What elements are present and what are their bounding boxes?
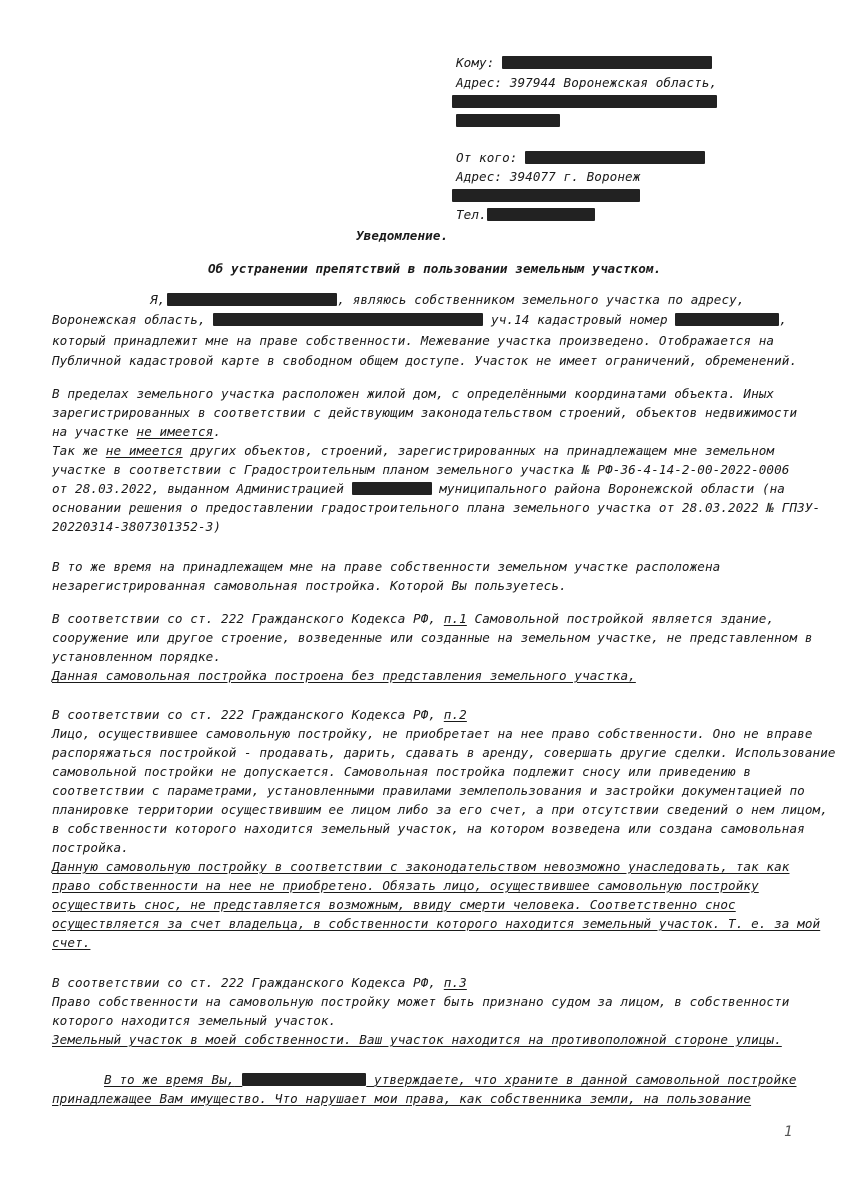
paragraph-line: В пределах земельного участка расположен жилой дом, с определёнными координатами объекта. Иных [52,386,775,401]
paragraph-line: принадлежащее Вам имущество. Что нарушает мои права, как собственника земли, на пользование [52,1091,752,1106]
paragraph-line: Лицо, осуществившее самовольную постройку, не приобретает на нее право собственности. Оно не вправе [52,726,813,741]
page-number: 1 [784,1124,793,1140]
paragraph-line: от 28.03.2022, выданном Администрацией муниципального района Воронежской области (на [52,481,785,496]
redacted-line [452,93,717,111]
redaction [213,313,483,326]
paragraph-line: установленном порядке. [52,649,222,664]
paragraph-line: Земельный участок в моей собственности. Ваш участок находится на противоположной стороне улицы. [52,1032,782,1047]
redaction [242,1073,366,1086]
paragraph-line: в собственности которого находится земельный участок, на котором возведена или создана самовольная [52,821,805,836]
paragraph-line: Воронежская область, уч.14 кадастровый номер , [52,312,788,327]
paragraph-line: которого находится земельный участок. [52,1013,337,1028]
paragraph-line: Так же не имеется других объектов, строений, зарегистрированных на принадлежащем мне земельном [52,443,775,458]
paragraph-line: В соответствии со ст. 222 Гражданского Кодекса РФ, п.2 [52,707,467,722]
paragraph-line: планировке территории осуществившим ее лицом либо за его счет, а при отсутствии сведений о нем лицом, [52,802,828,817]
redaction [502,56,712,69]
paragraph-line: незарегистрированная самовольная постройка. Которой Вы пользуетесь. [52,578,567,593]
paragraph-line: Я, , являюсь собственником земельного участка по адресу, [150,292,745,307]
document-title: Уведомление. [356,228,449,243]
paragraph-line: 20220314-3807301352-3) [52,519,222,534]
paragraph-line: зарегистрированных в соответствии с действующим законодательством строений, объектов недвижимости [52,405,798,420]
paragraph-line: соответствии с параметрами, установленными правилами землепользования и застройки документацией по [52,783,805,798]
paragraph-line: на участке не имеется. [52,424,222,439]
sender-address: Адрес: 394077 г. Воронеж [456,169,641,184]
redaction [525,151,705,164]
document-subtitle: Об устранении препятствий в пользовании земельным участком. [208,261,662,276]
paragraph-line: участке в соответствии с Градостроительным планом земельного участка № РФ-36-4-14-2-00-2022-0006 [52,462,790,477]
paragraph-line: сооружение или другое строение, возведенные или созданные на земельном участке, не представленном в [52,630,813,645]
redaction [167,293,337,306]
paragraph-line: который принадлежит мне на праве собственности. Межевание участка произведено. Отображается на [52,333,775,348]
paragraph-line: основании решения о предоставлении градостроительного плана земельного участка от 28.03.2022 № ГПЗУ- [52,500,821,515]
paragraph-line: осуществить снос, не представляется возможным, ввиду смерти человека. Соответственно снос [52,897,736,912]
redaction [487,208,595,221]
redaction [352,482,432,495]
paragraph-line: Данная самовольная постройка построена без представления земельного участка, [52,668,636,683]
redaction [452,189,640,202]
paragraph-line: осуществляется за счет владельца, в собственности которого находится земельный участок. Т. е. за мой [52,916,821,931]
paragraph-line: В то же время Вы, утверждаете, что храните в данной самовольной постройке [104,1072,797,1087]
sender-line: От кого: [456,149,705,167]
paragraph-line: В соответствии со ст. 222 Гражданского Кодекса РФ, п.3 [52,975,467,990]
paragraph-line: распоряжаться постройкой - продавать, дарить, сдавать в аренду, совершать другие сделки. Использование [52,745,836,760]
redaction [452,95,717,108]
recipient-address: Адрес: 397944 Воронежская область, [456,75,718,90]
recipient-line: Кому: [456,54,712,72]
paragraph-line: счет. [52,935,91,950]
paragraph-line: Право собственности на самовольную постройку может быть признано судом за лицом, в собственности [52,994,790,1009]
redacted-line [456,112,560,130]
paragraph-line: самовольной постройки не допускается. Самовольная постройка подлежит сносу или приведению в [52,764,752,779]
redaction [456,114,560,127]
paragraph-line: Данную самовольную постройку в соответствии с законодательством невозможно унаследовать, так как [52,859,790,874]
redacted-line [452,187,640,205]
paragraph-line: постройка. [52,840,129,855]
paragraph-line: Публичной кадастровой карте в свободном общем доступе. Участок не имеет ограничений, обременений. [52,353,798,368]
paragraph-line: В то же время на принадлежащем мне на праве собственности земельном участке расположена [52,559,721,574]
sender-phone: Тел. [456,206,595,224]
paragraph-line: В соответствии со ст. 222 Гражданского Кодекса РФ, п.1 Самовольной постройкой является здание, [52,611,775,626]
redaction [675,313,779,326]
paragraph-line: право собственности на нее не приобретено. Обязать лицо, осуществившее самовольную постройку [52,878,759,893]
